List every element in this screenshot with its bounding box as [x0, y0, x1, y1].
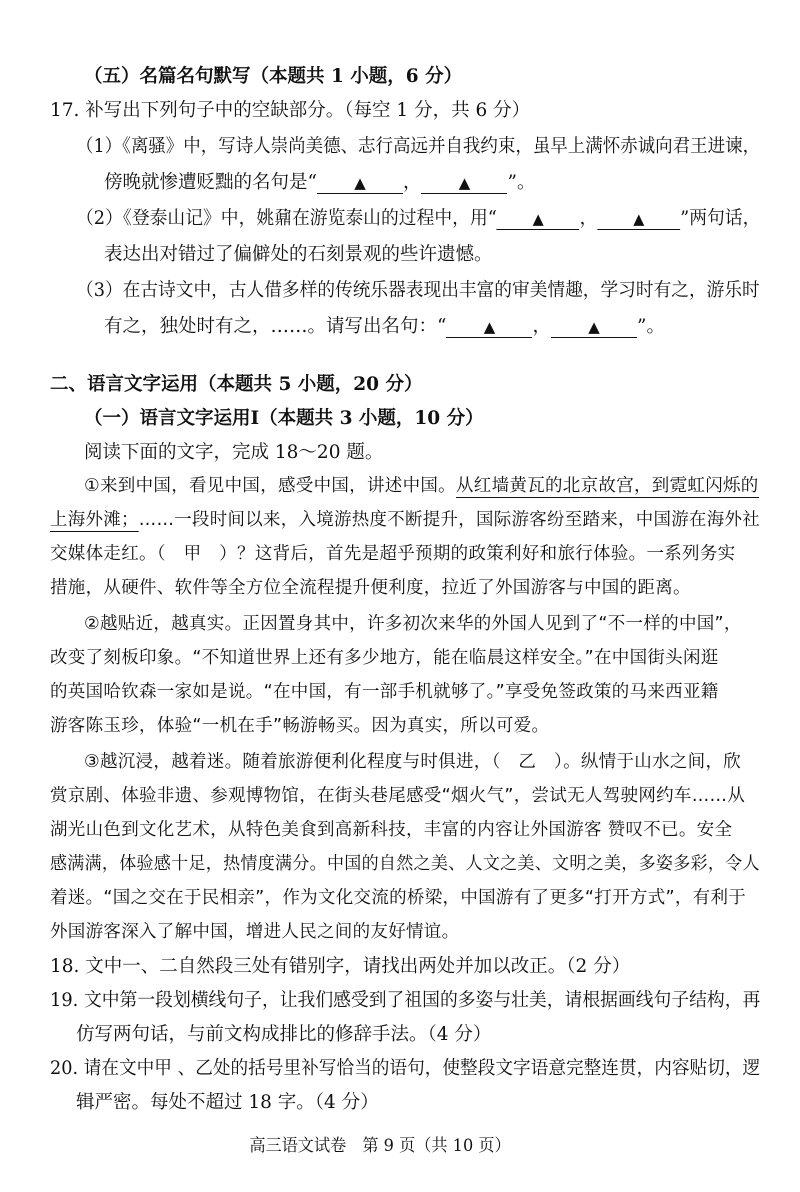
answer-blank[interactable]: ▲: [597, 210, 680, 230]
underlined-sentence: 从红墙黄瓦的北京故宫，到霓虹闪烁的: [456, 476, 759, 496]
question-20-line1: 20. 请在文中甲 、乙处的括号里补写恰当的语句，使整段文字语意完整连贯，内容贴切，逻: [50, 1058, 761, 1079]
passage-p3-line2: 赏京剧、体验非遗、参观博物馆，在街头巷尾感受“烟火气”，尝试无人驾驶网约车……从: [50, 786, 746, 806]
section5-title: （五）名篇名句默写（本题共 1 小题，6 分）: [84, 66, 463, 87]
q17-p3-line2: 有之，独处时有之，……。请写出名句：“ ▲ ， ▲ ”。: [104, 316, 665, 337]
passage-p1-line4: 措施，从硬件、软件等全方位全流程提升便利度，拉近了外国游客与中国的距离。: [50, 578, 691, 598]
answer-blank[interactable]: ▲: [497, 210, 580, 230]
passage-p3-line1: ③越沉浸，越着迷。随着旅游便利化程度与时俱进，（ 乙 ）。纵情于山水之间，欣: [84, 752, 742, 772]
subsection1-title: （一）语言文字运用Ⅰ（本题共 3 小题，10 分）: [84, 408, 484, 429]
passage-p2-line4: 游客陈玉珍，体验“一机在手”畅游畅买。因为真实，所以可爱。: [50, 716, 550, 736]
q17-p2-line1: （2）《登泰山记》中，姚鼐在游览泰山的过程中，用“ ▲ ， ▲ ”两句话，: [76, 208, 761, 229]
q17-stem: 17. 补写出下列句子中的空缺部分。（每空 1 分，共 6 分）: [50, 100, 531, 121]
underlined-sentence: 上海外滩；: [50, 510, 139, 530]
passage-p3-line5: 着迷。“国之交在于民相亲”，作为文化交流的桥梁，中国游有了更多“打开方式”，有利于: [50, 888, 747, 908]
question-19-line2: 仿写两句话，与前文构成排比的修辞手法。（4 分）: [76, 1024, 492, 1045]
passage-p2-line3: 的英国哈钦森一家如是说。“在中国，有一部手机就够了。”享受免签政策的马来西亚籍: [50, 682, 719, 702]
passage-p3-line4: 感满满，体验感十足，热情度满分。中国的自然之美、人文之美、文明之美，多姿多彩，令人: [50, 854, 760, 874]
q17-p3-line1: （3）在古诗文中，古人借多样的传统乐器表现出丰富的审美情趣，学习时有之，游乐时: [76, 280, 760, 301]
passage-p1-line2: 上海外滩；……一段时间以来，入境游热度不断提升，国际游客纷至踏来，中国游在海外社: [50, 510, 761, 530]
question-19-line1: 19. 文中第一段划横线句子，让我们感受到了祖国的多姿与壮美，请根据画线句子结构，再: [50, 990, 761, 1011]
q17-p2-line2: 表达出对错过了偏僻处的石刻景观的些许遗憾。: [104, 244, 493, 265]
passage-p1-line1: ①来到中国，看见中国，感受中国，讲述中国。从红墙黄瓦的北京故宫，到霓虹闪烁的: [84, 476, 759, 496]
passage-p3-line6: 外国游客深入了解中国，增进人民之间的友好情谊。: [50, 922, 460, 942]
page-footer: 高三语文试卷 第 9 页（共 10 页）: [249, 1136, 511, 1156]
question-18: 18. 文中一、二自然段三处有错别字，请找出两处并加以改正。（2 分）: [50, 956, 631, 977]
answer-blank[interactable]: ▲: [446, 318, 532, 338]
passage-p2-line2: 改变了刻板印象。“不知道世界上还有多少地方，能在临晨这样安全。”在中国街头闲逛: [50, 648, 719, 668]
question-20-line2: 辑严密。每处不超过 18 字。（4 分）: [76, 1092, 379, 1113]
q17-p1-line1: （1）《离骚》中，写诗人崇尚美德、志行高远并自我约束，虽早上满怀赤诚向君王进谏，: [76, 136, 761, 157]
answer-blank[interactable]: ▲: [551, 318, 637, 338]
passage-p3-line3: 湖光山色到文化艺术，从特色美食到高新科技，丰富的内容让外国游客 赞叹不已。安全: [50, 820, 733, 840]
answer-blank[interactable]: ▲: [317, 174, 403, 194]
section2-title: 二、语言文字运用（本题共 5 小题，20 分）: [50, 374, 423, 395]
reading-instruction: 阅读下面的文字，完成 18～20 题。: [84, 442, 384, 463]
passage-p1-line3: 交媒体走红。（ 甲 ）？这背后，首先是超乎预期的政策利好和旅行体验。一系列务实: [50, 544, 736, 564]
answer-blank[interactable]: ▲: [421, 174, 507, 194]
passage-p2-line1: ②越贴近，越真实。正因置身其中，许多初次来华的外国人见到了“不一样的中国”，: [84, 614, 742, 634]
q17-p1-line2: 傍晚就惨遭贬黜的名句是“ ▲ ， ▲ ”。: [104, 172, 536, 193]
